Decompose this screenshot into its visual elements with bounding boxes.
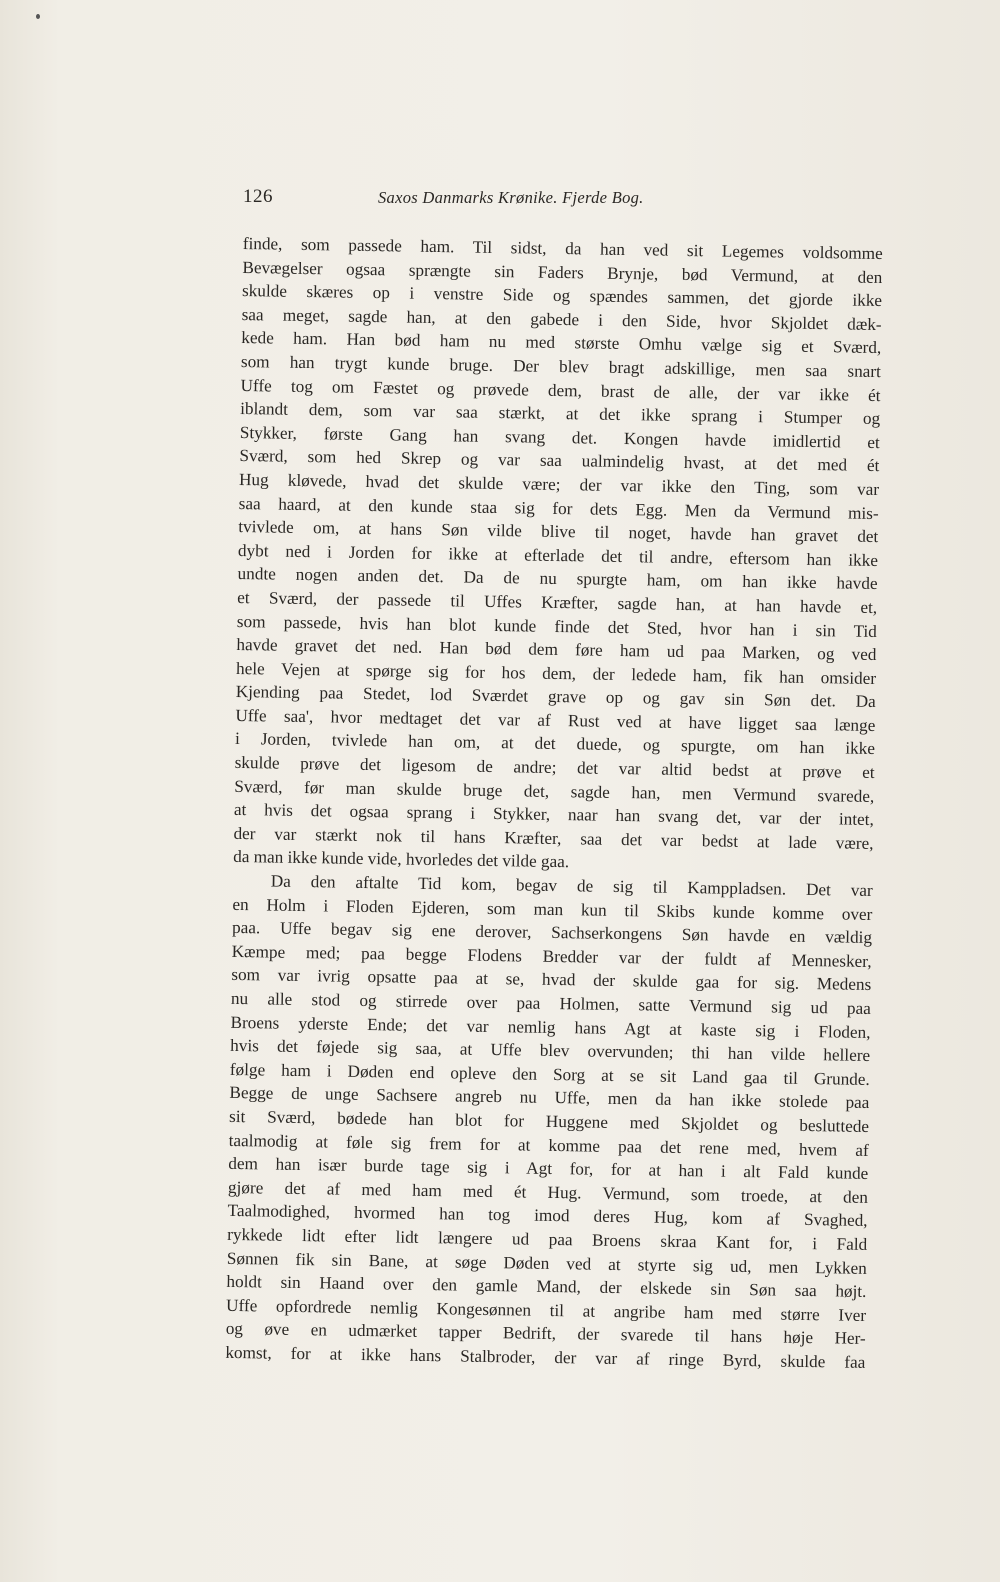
text-line: og øve en udmærket tapper Bedrift, der svarede til hans høje Her- xyxy=(225,1319,866,1349)
text-line: Hug kløvede, hvad det skulde være; der var ikke den Ting, som var xyxy=(238,469,880,499)
text-line: at hvis det ogsaa sprang i Stykker, naar han svang det, var der intet, xyxy=(233,800,874,830)
text-line: Uffe tog om Fæstet og prøvede dem, brast de alle, der var ikke ét xyxy=(240,375,881,405)
body-text xyxy=(225,232,883,1374)
text-line: som passede, hvis han blot kunde finde det Sted, hvor han i sin Tid xyxy=(236,611,877,641)
text-line: rykkede lidt efter lidt længere ud paa Broens skraa Kant for, i Fald xyxy=(227,1224,868,1254)
text-line: hele Vejen at spørge sig for hos dem, der ledede ham, fik han omsider xyxy=(235,658,877,688)
text-line: Kjending paa Stedet, lod Sværdet grave op og gav sin Søn det. Da xyxy=(235,682,876,712)
text-line: finde, som passede ham. Til sidst, da han ved sit Legemes voldsomme xyxy=(242,233,883,264)
text-line: Da den aftalte Tid kom, begav de sig til Kamppladsen. Det var xyxy=(270,871,873,901)
text-line: Sønnen fik sin Bane, at søge Døden ved at styrte sig ud, men Lykken xyxy=(226,1248,867,1278)
text-line: et Sværd, der passede til Uffes Kræfter, sagde han, at han havde et, xyxy=(237,587,878,617)
text-line: Sværd, som hed Skrep og var saa ualmindelig hvast, at det med ét xyxy=(239,446,880,476)
text-line: Uffe opfordrede nemlig Kongesønnen til at angribe ham med større Iver xyxy=(225,1295,867,1325)
text-line: taalmodig at føle sig frem for at komme paa det rene med, hvem af xyxy=(228,1130,869,1160)
text-line: holdt sin Haand over den gamle Mand, der elskede sin Søn saa højt. xyxy=(226,1271,867,1302)
text-line: Bevægelser ogsaa sprængte sin Faders Brynje, bød Vermund, at den xyxy=(242,257,883,287)
text-line: Stykker, første Gang han svang det. Kongen havde imidlertid et xyxy=(239,422,880,452)
text-line: Uffe saa', hvor medtaget det var af Rust ved at have ligget saa længe xyxy=(235,705,876,735)
text-line: Taalmodighed, hvormed han tog imod deres Hug, kom af Svaghed, xyxy=(227,1201,868,1231)
text-line: Kæmpe med; paa begge Flodens Bredder var der fuldt af Mennesker, xyxy=(231,941,872,971)
text-line: som han trygt kunde bruge. Der blev bragt adskillige, men saa snart xyxy=(240,351,882,382)
text-line: sit Sværd, bødede han blot for Huggene med Skjoldet og besluttede xyxy=(228,1106,870,1136)
page-header xyxy=(243,186,883,212)
text-line: følge ham i Døden end opleve den Sorg at se sit Land gaa til Grunde. xyxy=(229,1059,870,1089)
text-line: gjøre det af med ham med ét Hug. Vermund, som troede, at den xyxy=(227,1177,869,1207)
text-line: skulde prøve det ligesom de andre; det var altid bedst at prøve et xyxy=(234,752,875,783)
dust-speck xyxy=(36,14,40,19)
text-line: da man ikke kunde vide, hvorledes det vilde gaa. xyxy=(233,847,570,872)
text-line: tvivlede om, at hans Søn vilde blive til noget, havde han gravet det xyxy=(238,517,879,547)
text-line: Begge de unge Sachsere angreb nu Uffe, men da han ikke stolede paa xyxy=(229,1083,870,1113)
text-line: undte nogen anden det. Da de nu spurgte ham, om han ikke havde xyxy=(237,564,878,594)
text-line: dybt ned i Jorden for ikke at efterlade det til andre, eftersom han ikke xyxy=(237,540,879,570)
text-line: havde gravet det ned. Han bød dem føre ham ud paa Marken, og ved xyxy=(236,635,877,665)
page-number: 126 xyxy=(243,186,273,207)
text-line: Broens yderste Ende; det var nemlig hans Agt at kaste sig i Floden, xyxy=(230,1012,871,1042)
text-line: hvis det føjede sig saa, at Uffe blev overvunden; thi han vilde hellere xyxy=(230,1036,871,1066)
text-line: der var stærkt nok til hans Kræfter, saa det var bedst at lade være, xyxy=(233,823,874,853)
text-line: i Jorden, tvivlede han om, at det duede, og spurgte, om han ikke xyxy=(234,729,876,759)
text-line: en Holm i Floden Ejderen, som man kun til Skibs kunde komme over xyxy=(232,894,873,924)
text-line: saa haard, at den kunde staa sig for dets Egg. Men da Vermund mis- xyxy=(238,493,879,523)
text-line: iblandt dem, som var saa stærkt, at det ikke sprang i Stumper og xyxy=(240,399,881,429)
text-line: kede ham. Han bød ham nu med største Omhu vælge sig et Sværd, xyxy=(241,328,882,358)
text-line: saa meget, sagde han, at den gabede i den Side, hvor Skjoldet dæk- xyxy=(241,304,882,334)
text-line: paa. Uffe begav sig ene derover, Sachserkongens Søn havde en vældig xyxy=(231,918,873,948)
text-line: dem han især burde tage sig i Agt for, for at han i alt Fald kunde xyxy=(228,1154,869,1184)
text-line: komst, for at ikke hans Stalbroder, der var af ringe Byrd, skulde faa xyxy=(225,1342,866,1372)
text-line: nu alle stod og stirrede over paa Holmen, satte Vermund sig ud paa xyxy=(230,988,872,1018)
text-line: som var ivrig opsatte paa at se, hvad der skulde gaa for sig. Medens xyxy=(231,965,872,995)
running-head: Saxos Danmarks Krønike. Fjerde Bog. xyxy=(378,188,644,207)
text-line: skulde skæres op i venstre Side og spændes sammen, det gjorde ikke xyxy=(241,281,883,311)
text-line: Sværd, før man skulde bruge det, sagde han, men Vermund svarede, xyxy=(234,776,875,806)
